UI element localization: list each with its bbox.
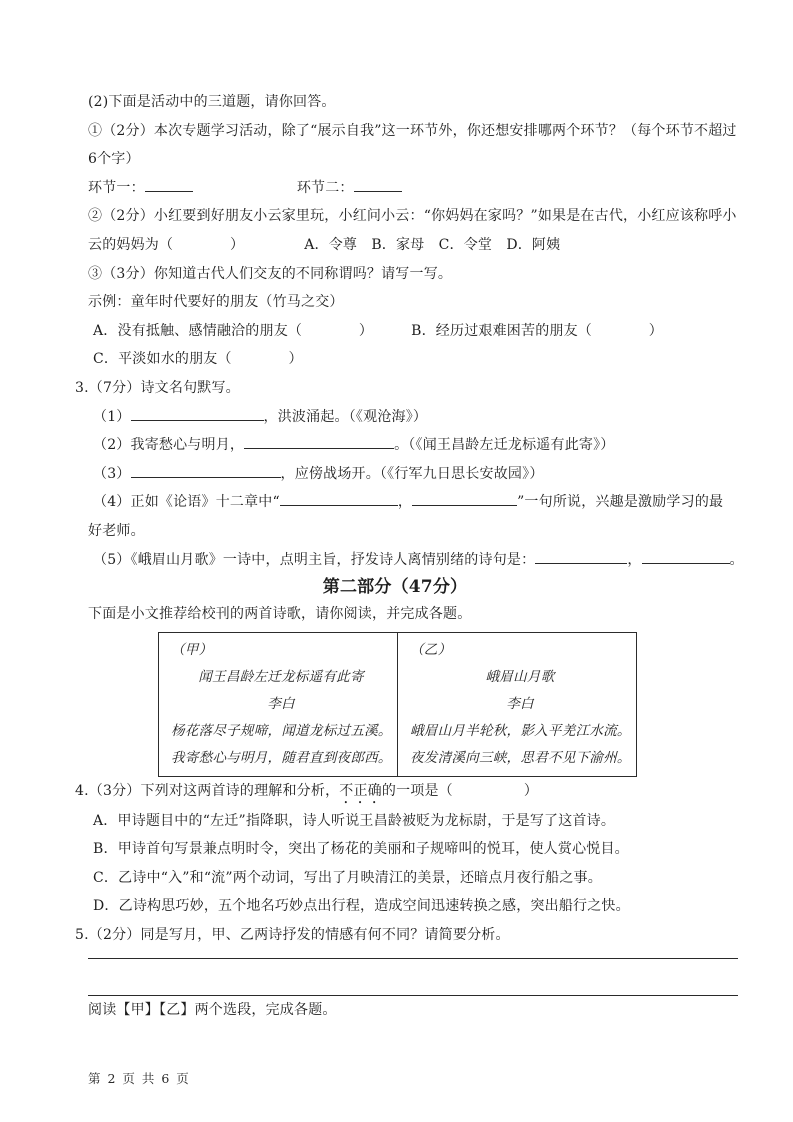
dictation-i4-mid: ， xyxy=(397,494,413,511)
poems-table-row xyxy=(159,632,637,776)
q3-option-c: C．平淡如水的朋友（ ） xyxy=(93,351,303,368)
dictation-i3-blank xyxy=(131,465,281,478)
dictation-item-1 xyxy=(93,403,738,432)
dictation-i3-post: ，应傍战场开。（《行军九日思长安故园》） xyxy=(280,465,544,482)
dictation-i2-blank xyxy=(244,436,394,449)
q2-answer-paren: 云的妈妈为（ ） xyxy=(88,236,245,253)
dictation-i3-pre: （3） xyxy=(93,465,131,482)
q2-stem-line2 xyxy=(88,231,738,260)
dictation-i4-blank-2 xyxy=(412,493,517,506)
dictation-stem: 3.（7分）诗文名句默写。 xyxy=(75,379,240,396)
q3-example: 示例：童年时代要好的朋友（竹马之交） xyxy=(88,294,344,311)
part2-heading: 第二部分（47分） xyxy=(322,577,468,598)
q4-option-b: B．甲诗首句写景兼点明时令，突出了杨花的美丽和子规啼叫的悦耳，使人赏心悦目。 xyxy=(93,841,629,858)
q1-label-2: 环节二： xyxy=(296,179,354,196)
q5-stem: 5.（2分）同是写月，甲、乙两诗抒发的情感有何不同？请简要分析。 xyxy=(75,927,510,944)
page-footer: 第 2 页 共 6 页 xyxy=(88,1071,191,1086)
q1-stem-line1: ①（2分）本次专题学习活动，除了“展示自我”这一环节外，你还想安排哪两个环节？（每个环节不超过 xyxy=(88,122,737,139)
q3-option-a: A．没有抵触、感情融洽的朋友（ ） xyxy=(93,322,374,339)
q4-option-c: C．乙诗中“入”和“流”两个动词，写出了月映清江的美景，还暗点月夜行船之事。 xyxy=(93,869,602,886)
page-content xyxy=(75,88,744,1024)
q2-stem-line1: ②（2分）小红要到好朋友小云家里玩，小红问小云：“你妈妈在家吗？”如果是在古代，小红应该称呼小 xyxy=(88,208,737,225)
dictation-item-4 xyxy=(93,488,738,517)
q2-options: A．令尊 B．家母 C．令堂 D．阿姨 xyxy=(304,236,561,253)
dictation-i1-blank xyxy=(131,408,264,421)
poem-jia-label: （甲） xyxy=(171,641,213,658)
dictation-item-2 xyxy=(93,431,738,460)
poem-jia-verse-2: 我寄愁心与明月，随君直到夜郎西。 xyxy=(171,749,392,766)
q4-stem xyxy=(75,777,738,807)
poem-jia-author: 李白 xyxy=(267,695,295,712)
dictation-i5-mid: ， xyxy=(627,551,642,568)
q1-label-1: 环节一： xyxy=(88,179,145,196)
poems-table xyxy=(158,632,637,777)
reading-intro: 阅读【甲】【乙】两个选段，完成各题。 xyxy=(88,1001,337,1018)
poem-yi-title: 峨眉山月歌 xyxy=(485,668,555,685)
dictation-i5-post: 。 xyxy=(729,551,744,568)
dictation-i2-pre: （2）我寄愁心与明月， xyxy=(93,437,245,454)
q4-option-a: A．甲诗题目中的“左迁”指降职，诗人听说王昌龄被贬为龙标尉，于是写了这首诗。 xyxy=(93,812,616,829)
poem-yi-label: （乙） xyxy=(410,641,452,658)
activity-intro: (2)下面是活动中的三道题，请你回答。 xyxy=(88,94,336,110)
q1-blanks-row xyxy=(88,174,738,203)
q3-stem: ③（3分）你知道古代人们交友的不同称谓吗？请写一写。 xyxy=(88,265,453,282)
q4-option-d: D．乙诗构思巧妙，五个地名巧妙点出行程，造成空间迅速转换之感，突出船行之快。 xyxy=(93,898,630,915)
poem-yi-verse-2: 夜发清溪向三峡，思君不见下渝州。 xyxy=(410,749,631,766)
dictation-i5-blank-2 xyxy=(642,551,730,564)
poem-jia-cell xyxy=(159,632,398,776)
poem-jia-title: 闻王昌龄左迁龙标遥有此寄 xyxy=(198,668,364,685)
dictation-i5-pre: （5）《峨眉山月歌》一诗中，点明主旨，抒发诗人离情别绪的诗句是： xyxy=(93,551,536,568)
q3-options-row1 xyxy=(93,317,738,346)
dictation-i1-pre: （1） xyxy=(93,408,131,425)
poem-jia-verse-1: 杨花落尽子规啼，闻道龙标过五溪。 xyxy=(171,722,392,739)
dictation-i2-post: 。（《闻王昌龄左迁龙标遥有此寄》） xyxy=(394,437,615,454)
q3-option-b: B．经历过艰难困苦的朋友（ ） xyxy=(411,322,663,339)
poem-yi-cell xyxy=(398,632,637,776)
dictation-item-5 xyxy=(93,546,744,575)
q1-stem-line2: 6个字） xyxy=(88,151,140,168)
dictation-i4-pre: （4）正如《论语》十二章中“ xyxy=(93,494,280,511)
dictation-i5-blank-1 xyxy=(535,551,627,564)
poem-yi-verse-1: 峨眉山月半轮秋，影入平羌江水流。 xyxy=(410,722,631,739)
dictation-i1-post: ，洪波涌起。（《观沧海》） xyxy=(263,408,428,425)
dictation-item-4-cont: 好老师。 xyxy=(88,522,145,539)
dictation-i4-blank-1 xyxy=(280,493,398,506)
dictation-item-3 xyxy=(93,460,738,489)
poem-yi-author: 李白 xyxy=(506,695,534,712)
q1-answer-blank-1 xyxy=(145,179,193,192)
q5-answer-line-2 xyxy=(88,959,738,996)
q1-answer-blank-2 xyxy=(354,179,402,192)
dictation-i4-post: ”一句所说，兴趣是激励学习的最 xyxy=(517,494,724,511)
q4-stem-emphasis: 不正确 xyxy=(339,782,382,799)
part2-intro: 下面是小文推荐给校刊的两首诗歌，请你阅读，并完成各题。 xyxy=(88,606,472,623)
q5-answer-line-1 xyxy=(88,950,738,959)
q4-stem-pre: 4.（3分）下列对这两首诗的理解和分析， xyxy=(75,782,340,799)
q4-stem-post: 的一项是（ ） xyxy=(381,782,539,799)
